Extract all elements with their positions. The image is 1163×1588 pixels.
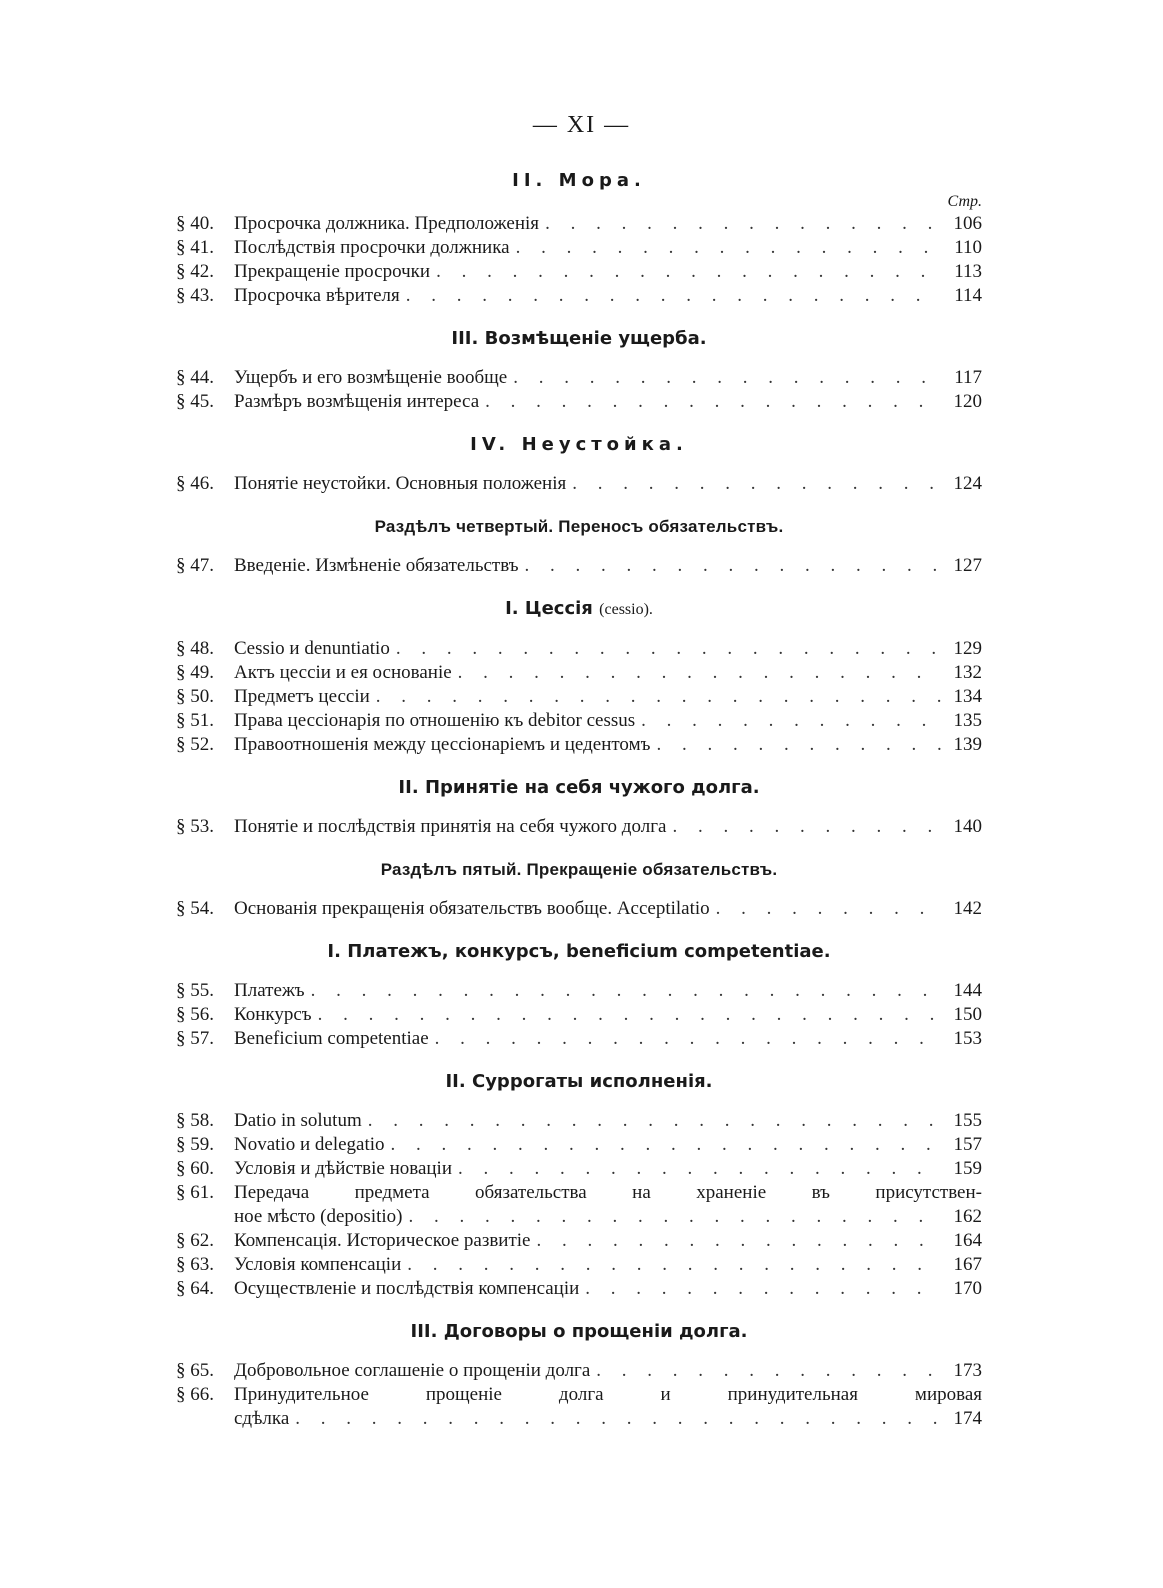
- entry-title: Введеніе. Измѣненіе обязательствъ: [234, 555, 519, 576]
- dot-leader: [507, 366, 942, 390]
- toc-entry: [176, 1253, 982, 1277]
- page-ref: 144: [953, 980, 982, 1001]
- entry-title: Условія компенсаціи: [234, 1254, 402, 1275]
- page-ref: 157: [953, 1134, 982, 1155]
- dot-leader: [510, 236, 942, 260]
- section-title: Платежъ, конкурсъ, beneficium competentiae.: [347, 941, 831, 962]
- section-heading: [176, 857, 982, 883]
- section-roman: III.: [451, 328, 479, 349]
- page-ref: 155: [953, 1110, 982, 1131]
- entry-line: [234, 260, 982, 284]
- entry-body: [234, 1003, 982, 1027]
- entry-body: [234, 1383, 982, 1431]
- section-heading: [176, 514, 982, 540]
- spacer: [176, 1095, 982, 1109]
- section-heading: [176, 1069, 982, 1095]
- section-number: § 51.: [176, 710, 214, 731]
- entry-body: [234, 1277, 982, 1301]
- section-number: § 47.: [176, 555, 214, 576]
- section-title: Мора.: [558, 170, 646, 191]
- section-number: § 55.: [176, 980, 214, 1001]
- page-ref: 120: [953, 391, 982, 412]
- section-number: § 65.: [176, 1360, 214, 1381]
- dot-leader: [429, 1027, 942, 1051]
- dot-leader: [566, 472, 942, 496]
- entry-title: Правоотношенія между цессіонаріемъ и цедентомъ: [234, 734, 651, 755]
- entry-title: Понятіе и послѣдствія принятія на себя чужого долга: [234, 816, 667, 837]
- spacer: [176, 414, 982, 432]
- section-roman: I.: [505, 598, 519, 619]
- entry-line: [234, 1253, 982, 1277]
- toc-entry: [176, 1181, 982, 1229]
- section-number: § 59.: [176, 1134, 214, 1155]
- section-heading: [176, 1319, 982, 1345]
- toc-entry: [176, 637, 982, 661]
- page-ref: 113: [954, 261, 982, 282]
- entry-line: [234, 366, 982, 390]
- dot-leader: [289, 1407, 942, 1431]
- entry-title: Cessio и denuntiatio: [234, 638, 390, 659]
- section-number: § 44.: [176, 367, 214, 388]
- entry-body: [234, 390, 982, 414]
- page-ref: 159: [953, 1158, 982, 1179]
- toc-entry: [176, 979, 982, 1003]
- section-roman: I.: [327, 941, 341, 962]
- page-ref: 164: [953, 1230, 982, 1251]
- entry-line: [234, 472, 982, 496]
- entry-title: Beneficium competentiae: [234, 1028, 429, 1049]
- toc-entry: [176, 284, 982, 308]
- section-heading: [176, 168, 982, 194]
- section-number: § 49.: [176, 662, 214, 683]
- spacer: [176, 496, 982, 514]
- entry-line: [234, 709, 982, 733]
- page-ref: 124: [953, 473, 982, 494]
- dot-leader: [539, 212, 942, 236]
- toc-entry: [176, 390, 982, 414]
- dot-leader: [385, 1133, 942, 1157]
- entry-body: [234, 815, 982, 839]
- section-heading: [176, 432, 982, 458]
- entry-title-line: Передача предмета обязательства на храненіе въ присутствен-: [234, 1182, 982, 1203]
- entry-title: Права цессіонарія по отношенію къ debitor cessus: [234, 710, 636, 731]
- entry-line: [234, 554, 982, 578]
- section-roman: II.: [512, 170, 548, 191]
- toc-entry: [176, 1109, 982, 1133]
- entry-body: [234, 685, 982, 709]
- entry-body: [234, 897, 982, 921]
- entry-line: [234, 236, 982, 260]
- section-number: § 56.: [176, 1004, 214, 1025]
- spacer: [176, 578, 982, 596]
- entry-line: [234, 1157, 982, 1181]
- toc-entry: [176, 472, 982, 496]
- entry-line: [234, 1003, 982, 1027]
- entry-body: [234, 661, 982, 685]
- entry-title: Datio in solutum: [234, 1110, 362, 1131]
- toc-entry: [176, 897, 982, 921]
- entry-line: [234, 637, 982, 661]
- entry-body: [234, 1027, 982, 1051]
- dot-leader: [519, 554, 942, 578]
- section-subtitle: (cessio).: [599, 601, 653, 618]
- entry-body: [234, 236, 982, 260]
- section-number: § 45.: [176, 391, 214, 412]
- table-of-contents: [176, 168, 982, 1431]
- entry-line: [234, 979, 982, 1003]
- spacer: [176, 352, 982, 366]
- section-title: Договоры о прощеніи долга.: [443, 1321, 748, 1342]
- dot-leader: [635, 709, 942, 733]
- entry-line: [234, 1027, 982, 1051]
- section-number: § 43.: [176, 285, 214, 306]
- entry-line: [234, 815, 982, 839]
- entry-title: Добровольное соглашеніе о прощеніи долга: [234, 1360, 591, 1381]
- entry-body: [234, 979, 982, 1003]
- toc-entry: [176, 1383, 982, 1431]
- dot-leader: [452, 1157, 942, 1181]
- entry-title: Платежъ: [234, 980, 305, 1001]
- entry-body: [234, 1133, 982, 1157]
- entry-title: Актъ цессіи и ея основаніе: [234, 662, 452, 683]
- entry-body: [234, 709, 982, 733]
- spacer: [176, 623, 982, 637]
- toc-entry: [176, 709, 982, 733]
- page-ref: 153: [953, 1028, 982, 1049]
- section-heading: [176, 775, 982, 801]
- page-ref: 170: [953, 1278, 982, 1299]
- entry-title: Просрочка должника. Предположенія: [234, 213, 540, 234]
- entry-body: [234, 284, 982, 308]
- entry-title: Основанія прекращенія обязательствъ вообще. Acceptilatio: [234, 898, 710, 919]
- section-number: § 61.: [176, 1182, 214, 1203]
- page-number: — XI —: [532, 112, 631, 138]
- entry-body: [234, 472, 982, 496]
- section-title: Цессія: [524, 598, 593, 619]
- entry-line: [234, 1133, 982, 1157]
- spacer: [176, 1051, 982, 1069]
- section-title: Принятіе на себя чужого долга.: [424, 777, 760, 798]
- section-roman: II.: [445, 1071, 466, 1092]
- page-ref: 106: [953, 213, 982, 234]
- toc-entry: [176, 685, 982, 709]
- entry-title: Понятіе неустойки. Основныя положенія: [234, 473, 567, 494]
- toc-entry: [176, 815, 982, 839]
- entry-title: Условія и дѣйствіе новаціи: [234, 1158, 452, 1179]
- spacer: [176, 458, 982, 472]
- dot-leader: [531, 1229, 943, 1253]
- entry-title: Прекращеніе просрочки: [234, 261, 431, 282]
- entry-title: Просрочка вѣрителя: [234, 285, 400, 306]
- section-number: § 57.: [176, 1028, 214, 1049]
- section-heading: [176, 939, 982, 965]
- entry-title: Конкурсъ: [234, 1004, 312, 1025]
- dot-leader: [579, 1277, 942, 1301]
- entry-line: [234, 1109, 982, 1133]
- toc-entry: [176, 1229, 982, 1253]
- entry-title: Компенсація. Историческое развитіе: [234, 1230, 531, 1251]
- entry-line: [234, 685, 982, 709]
- page-ref: 167: [953, 1254, 982, 1275]
- page-ref: 117: [954, 367, 982, 388]
- toc-entry: [176, 1133, 982, 1157]
- dot-leader: [305, 979, 942, 1003]
- dot-leader: [650, 733, 942, 757]
- entry-line: [234, 1205, 982, 1229]
- entry-line: [234, 212, 982, 236]
- spacer: [176, 1345, 982, 1359]
- toc-entry: [176, 236, 982, 260]
- entry-line: [234, 661, 982, 685]
- dot-leader: [390, 637, 942, 661]
- section-roman: III.: [410, 1321, 438, 1342]
- page-ref: 174: [953, 1408, 982, 1429]
- entry-title: Осуществленіе и послѣдствія компенсаціи: [234, 1278, 580, 1299]
- entry-body: [234, 637, 982, 661]
- entry-body: [234, 733, 982, 757]
- section-title: Раздѣлъ пятый. Прекращеніе обязательствъ.: [380, 860, 778, 879]
- toc-entry: [176, 1027, 982, 1051]
- entry-body: [234, 212, 982, 236]
- dot-leader: [479, 390, 942, 414]
- section-title: Раздѣлъ четвертый. Переносъ обязательствъ.: [374, 517, 784, 536]
- toc-entry: [176, 366, 982, 390]
- spacer: [176, 839, 982, 857]
- entry-title: ное мѣсто (depositio): [234, 1206, 403, 1227]
- spacer: [176, 921, 982, 939]
- dot-leader: [452, 661, 942, 685]
- toc-entry: [176, 1277, 982, 1301]
- entry-line: [234, 733, 982, 757]
- dot-leader: [400, 284, 942, 308]
- entry-body: [234, 554, 982, 578]
- entry-title: Размѣръ возмѣщенія интереса: [234, 391, 480, 412]
- section-number: § 42.: [176, 261, 214, 282]
- entry-line: [234, 897, 982, 921]
- section-number: § 60.: [176, 1158, 214, 1179]
- entry-body: [234, 1181, 982, 1229]
- entry-title: Novatio и delegatio: [234, 1134, 385, 1155]
- entry-line: [234, 1407, 982, 1431]
- page-ref: 173: [953, 1360, 982, 1381]
- spacer: [176, 883, 982, 897]
- entry-body: [234, 1359, 982, 1383]
- entry-title: Ущербъ и его возмѣщеніе вообще: [234, 367, 508, 388]
- toc-entry: [176, 260, 982, 284]
- section-number: § 54.: [176, 898, 214, 919]
- dot-leader: [666, 815, 942, 839]
- section-number: § 62.: [176, 1230, 214, 1251]
- section-heading: [176, 326, 982, 352]
- entry-body: [234, 1109, 982, 1133]
- toc-entry: [176, 554, 982, 578]
- toc-entry: [176, 733, 982, 757]
- dot-leader: [430, 260, 942, 284]
- page-column-label: Стр.: [947, 193, 982, 210]
- spacer: [176, 757, 982, 775]
- entry-line: [234, 1277, 982, 1301]
- page-ref: 142: [953, 898, 982, 919]
- section-number: § 66.: [176, 1384, 214, 1405]
- page-ref: 140: [953, 816, 982, 837]
- toc-entry: [176, 1359, 982, 1383]
- dot-leader: [370, 685, 942, 709]
- entry-body: [234, 1157, 982, 1181]
- entry-line: [234, 1359, 982, 1383]
- section-roman: IV.: [470, 434, 511, 455]
- section-number: § 64.: [176, 1278, 214, 1299]
- page-ref: 134: [953, 686, 982, 707]
- section-number: § 41.: [176, 237, 214, 258]
- entry-body: [234, 260, 982, 284]
- section-number: § 48.: [176, 638, 214, 659]
- spacer: [176, 1301, 982, 1319]
- section-title: Неустойка.: [521, 434, 688, 455]
- entry-body: [234, 366, 982, 390]
- entry-title: сдѣлка: [234, 1408, 290, 1429]
- entry-body: [234, 1253, 982, 1277]
- toc-entry: [176, 661, 982, 685]
- entry-title-line: Принудительное прощеніе долга и принудительная мировая: [234, 1384, 982, 1405]
- dot-leader: [362, 1109, 942, 1133]
- section-number: § 63.: [176, 1254, 214, 1275]
- section-number: § 58.: [176, 1110, 214, 1131]
- dot-leader: [590, 1359, 942, 1383]
- spacer: [176, 965, 982, 979]
- page-ref: 114: [954, 285, 982, 306]
- toc-entry: [176, 212, 982, 236]
- spacer: [176, 540, 982, 554]
- entry-line: [234, 1229, 982, 1253]
- section-number: § 53.: [176, 816, 214, 837]
- dot-leader: [401, 1253, 942, 1277]
- section-heading: [176, 596, 982, 623]
- section-number: § 52.: [176, 734, 214, 755]
- dot-leader: [312, 1003, 942, 1027]
- spacer: [176, 801, 982, 815]
- entry-body: [234, 1229, 982, 1253]
- page-ref: 110: [954, 237, 982, 258]
- entry-title: Послѣдствія просрочки должника: [234, 237, 510, 258]
- section-number: § 46.: [176, 473, 214, 494]
- page-ref: 162: [953, 1206, 982, 1227]
- dot-leader: [710, 897, 942, 921]
- page-ref: 139: [953, 734, 982, 755]
- section-number: § 50.: [176, 686, 214, 707]
- section-number: § 40.: [176, 213, 214, 234]
- toc-entry: [176, 1003, 982, 1027]
- section-title: Возмѣщеніе ущерба.: [484, 328, 707, 349]
- page-ref: 135: [953, 710, 982, 731]
- entry-line: [234, 284, 982, 308]
- entry-line: [234, 390, 982, 414]
- section-roman: II.: [398, 777, 419, 798]
- page-ref: 129: [953, 638, 982, 659]
- page-ref: 132: [953, 662, 982, 683]
- dot-leader: [402, 1205, 942, 1229]
- entry-title: Предметъ цессіи: [234, 686, 370, 707]
- page-ref: 127: [953, 555, 982, 576]
- spacer: [176, 308, 982, 326]
- toc-entry: [176, 1157, 982, 1181]
- section-title: Суррогаты исполненія.: [471, 1071, 713, 1092]
- page-ref: 150: [953, 1004, 982, 1025]
